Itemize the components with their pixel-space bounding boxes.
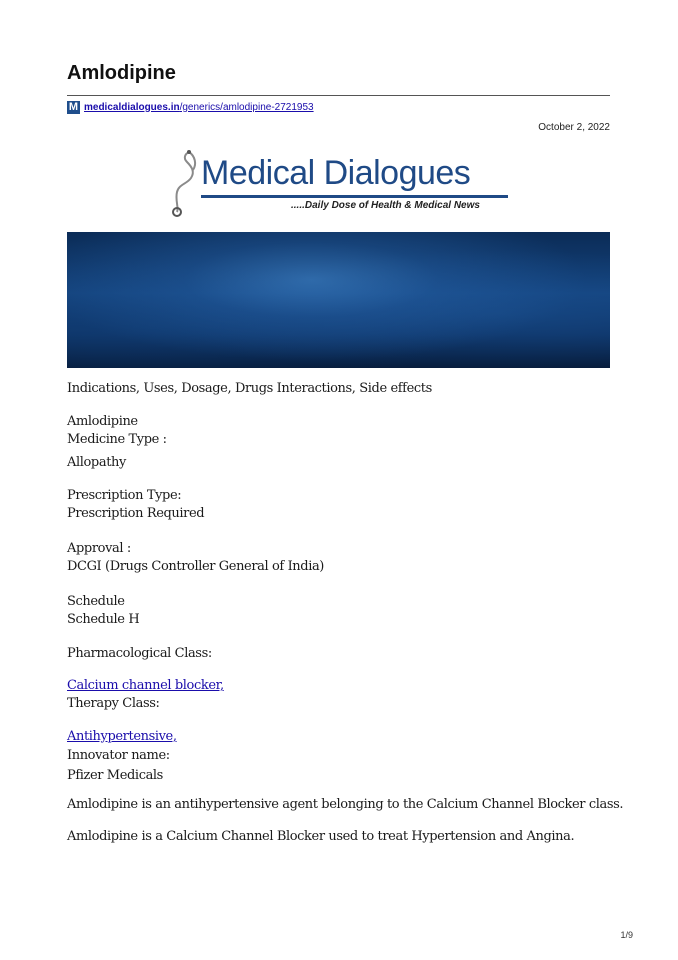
- site-logo: [165, 148, 515, 218]
- stethoscope-icon: [165, 148, 205, 218]
- title-divider: [67, 95, 610, 96]
- pharmacological-class-link[interactable]: Calcium channel blocker,: [67, 678, 224, 693]
- logo-wordmark: Medical Dialogues: [201, 154, 471, 192]
- therapy-class-link[interactable]: Antihypertensive,: [67, 729, 177, 744]
- approval-value: DCGI (Drugs Controller General of India): [67, 559, 324, 574]
- therapy-class-label: Therapy Class:: [67, 696, 160, 711]
- page-number: 1/9: [620, 930, 633, 940]
- drug-name: Amlodipine: [67, 414, 138, 429]
- header-banner-image: [67, 232, 610, 368]
- site-favicon-icon: M: [68, 100, 79, 113]
- schedule-label: Schedule: [67, 594, 125, 609]
- prescription-type-label: Prescription Type:: [67, 488, 182, 503]
- schedule-value: Schedule H: [67, 612, 140, 627]
- innovator-value: Pfizer Medicals: [67, 768, 163, 783]
- publish-date: October 2, 2022: [538, 122, 610, 133]
- logo-underline: [201, 195, 508, 198]
- description-paragraph-1: Amlodipine is an antihypertensive agent belonging to the Calcium Channel Blocker class.: [67, 797, 624, 812]
- medicine-type-label: Medicine Type :: [67, 432, 167, 447]
- source-domain[interactable]: medicaldialogues.in: [84, 101, 180, 113]
- article-subtitle: Indications, Uses, Dosage, Drugs Interactions, Side effects: [67, 381, 432, 396]
- source-path[interactable]: /generics/amlodipine-2721953: [179, 101, 314, 113]
- innovator-label: Innovator name:: [67, 748, 170, 763]
- logo-tagline: .....Daily Dose of Health & Medical News: [291, 200, 480, 211]
- prescription-type-value: Prescription Required: [67, 506, 205, 521]
- approval-label: Approval :: [67, 541, 131, 556]
- medicine-type-value: Allopathy: [67, 455, 126, 470]
- page-title: Amlodipine: [67, 62, 176, 84]
- pharmacological-class-label: Pharmacological Class:: [67, 646, 212, 661]
- source-link[interactable]: [84, 102, 314, 113]
- description-paragraph-2: Amlodipine is a Calcium Channel Blocker used to treat Hypertension and Angina.: [67, 829, 575, 844]
- source-line: [67, 100, 314, 114]
